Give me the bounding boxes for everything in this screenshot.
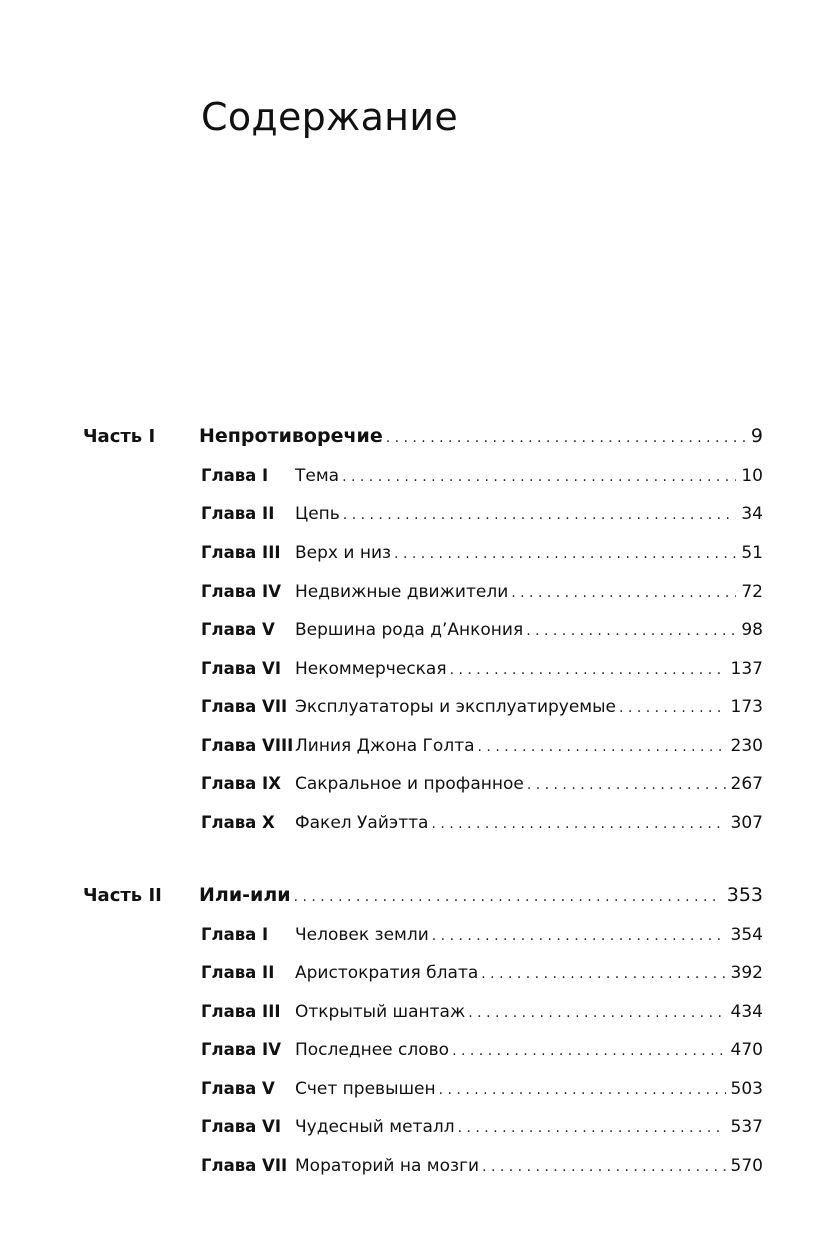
toc-chapter[interactable] bbox=[201, 1153, 763, 1179]
page-number: 34 bbox=[741, 504, 763, 524]
chapter-label: Глава II bbox=[201, 504, 275, 523]
toc-part-1[interactable] bbox=[83, 423, 763, 449]
dot-leader bbox=[482, 1154, 725, 1180]
chapter-label: Глава V bbox=[201, 620, 275, 639]
page-number: 173 bbox=[730, 697, 763, 717]
part-label: Часть I bbox=[83, 426, 156, 447]
toc-chapter[interactable] bbox=[201, 540, 763, 566]
chapter-label: Глава VII bbox=[201, 697, 288, 716]
page-number: 537 bbox=[730, 1117, 763, 1137]
dot-leader bbox=[526, 618, 736, 644]
page-number: 137 bbox=[730, 659, 763, 679]
chapter-title: Верх и низ bbox=[295, 543, 392, 563]
chapter-title: Аристократия блата bbox=[295, 963, 479, 983]
chapter-title: Эксплуататоры и эксплуатируемые bbox=[295, 697, 617, 717]
part-label: Часть II bbox=[83, 885, 162, 906]
chapter-title: Тема bbox=[295, 466, 340, 486]
chapter-label: Глава X bbox=[201, 813, 275, 832]
chapter-title: Факел Уайэтта bbox=[295, 813, 429, 833]
chapter-label: Глава III bbox=[201, 1002, 281, 1021]
chapter-label: Глава II bbox=[201, 963, 275, 982]
toc-chapter[interactable] bbox=[201, 501, 763, 527]
dot-leader bbox=[481, 961, 725, 987]
page-number: 570 bbox=[730, 1156, 763, 1176]
page-number: 353 bbox=[726, 884, 763, 906]
page-number: 470 bbox=[730, 1040, 763, 1060]
chapter-label: Глава IX bbox=[201, 774, 281, 793]
dot-leader bbox=[431, 811, 725, 837]
dot-leader bbox=[439, 1077, 726, 1103]
page-title: Содержание bbox=[201, 95, 458, 139]
dot-leader bbox=[394, 541, 736, 567]
toc-chapter[interactable] bbox=[201, 922, 763, 948]
toc-chapter[interactable] bbox=[201, 733, 763, 759]
chapter-title: Открытый шантаж bbox=[295, 1002, 466, 1022]
dot-leader bbox=[452, 1038, 725, 1064]
toc-chapter[interactable] bbox=[201, 771, 763, 797]
chapter-title: Некоммерческая bbox=[295, 659, 447, 679]
chapter-label: Глава I bbox=[201, 466, 269, 485]
dot-leader bbox=[386, 425, 746, 451]
chapter-title: Мораторий на мозги bbox=[295, 1156, 480, 1176]
page-number: 434 bbox=[730, 1002, 763, 1022]
dot-leader bbox=[342, 464, 736, 490]
page-number: 354 bbox=[730, 925, 763, 945]
page-number: 503 bbox=[730, 1079, 763, 1099]
chapter-title: Последнее слово bbox=[295, 1040, 450, 1060]
chapter-label: Глава IV bbox=[201, 582, 281, 601]
toc-chapter[interactable] bbox=[201, 617, 763, 643]
toc-chapter[interactable] bbox=[201, 1037, 763, 1063]
chapter-label: Глава VIII bbox=[201, 736, 294, 755]
dot-leader bbox=[468, 1000, 725, 1026]
part-title: Или-или bbox=[199, 884, 291, 906]
chapter-title: Сакральное и профанное bbox=[295, 774, 524, 794]
toc-chapter[interactable] bbox=[201, 463, 763, 489]
chapter-label: Глава V bbox=[201, 1079, 275, 1098]
chapter-title: Цепь bbox=[295, 504, 340, 524]
page-number: 392 bbox=[730, 963, 763, 983]
dot-leader bbox=[294, 884, 722, 910]
dot-leader bbox=[343, 502, 737, 528]
page-number: 51 bbox=[741, 543, 763, 563]
chapter-title: Линия Джона Голта bbox=[295, 736, 475, 756]
dot-leader bbox=[432, 923, 726, 949]
dot-leader bbox=[478, 734, 726, 760]
chapter-label: Глава VI bbox=[201, 1117, 281, 1136]
dot-leader bbox=[458, 1115, 726, 1141]
chapter-title: Недвижные движители bbox=[295, 582, 509, 602]
toc-chapter[interactable] bbox=[201, 960, 763, 986]
page-number: 267 bbox=[730, 774, 763, 794]
page-number: 9 bbox=[750, 425, 763, 447]
part-title: Непротиворечие bbox=[199, 425, 383, 447]
dot-leader bbox=[511, 580, 736, 606]
toc-chapter[interactable] bbox=[201, 694, 763, 720]
page-number: 307 bbox=[730, 813, 763, 833]
toc-chapter[interactable] bbox=[201, 1114, 763, 1140]
dot-leader bbox=[619, 695, 726, 721]
chapter-label: Глава VI bbox=[201, 659, 281, 678]
chapter-title: Счет превышен bbox=[295, 1079, 436, 1099]
dot-leader bbox=[527, 772, 726, 798]
page-number: 98 bbox=[741, 620, 763, 640]
toc-chapter[interactable] bbox=[201, 656, 763, 682]
toc-chapter[interactable] bbox=[201, 999, 763, 1025]
chapter-title: Вершина рода д’Анкония bbox=[295, 620, 524, 640]
toc-chapter[interactable] bbox=[201, 810, 763, 836]
page-number: 230 bbox=[730, 736, 763, 756]
page-number: 10 bbox=[741, 466, 763, 486]
toc-chapter[interactable] bbox=[201, 1076, 763, 1102]
chapter-title: Человек земли bbox=[295, 925, 429, 945]
toc-part-2[interactable] bbox=[83, 882, 763, 908]
chapter-label: Глава IV bbox=[201, 1040, 281, 1059]
page-number: 72 bbox=[741, 582, 763, 602]
chapter-title: Чудесный металл bbox=[295, 1117, 455, 1137]
toc-chapter[interactable] bbox=[201, 579, 763, 605]
dot-leader bbox=[450, 657, 726, 683]
chapter-label: Глава I bbox=[201, 925, 269, 944]
chapter-label: Глава VII bbox=[201, 1156, 288, 1175]
chapter-label: Глава III bbox=[201, 543, 281, 562]
